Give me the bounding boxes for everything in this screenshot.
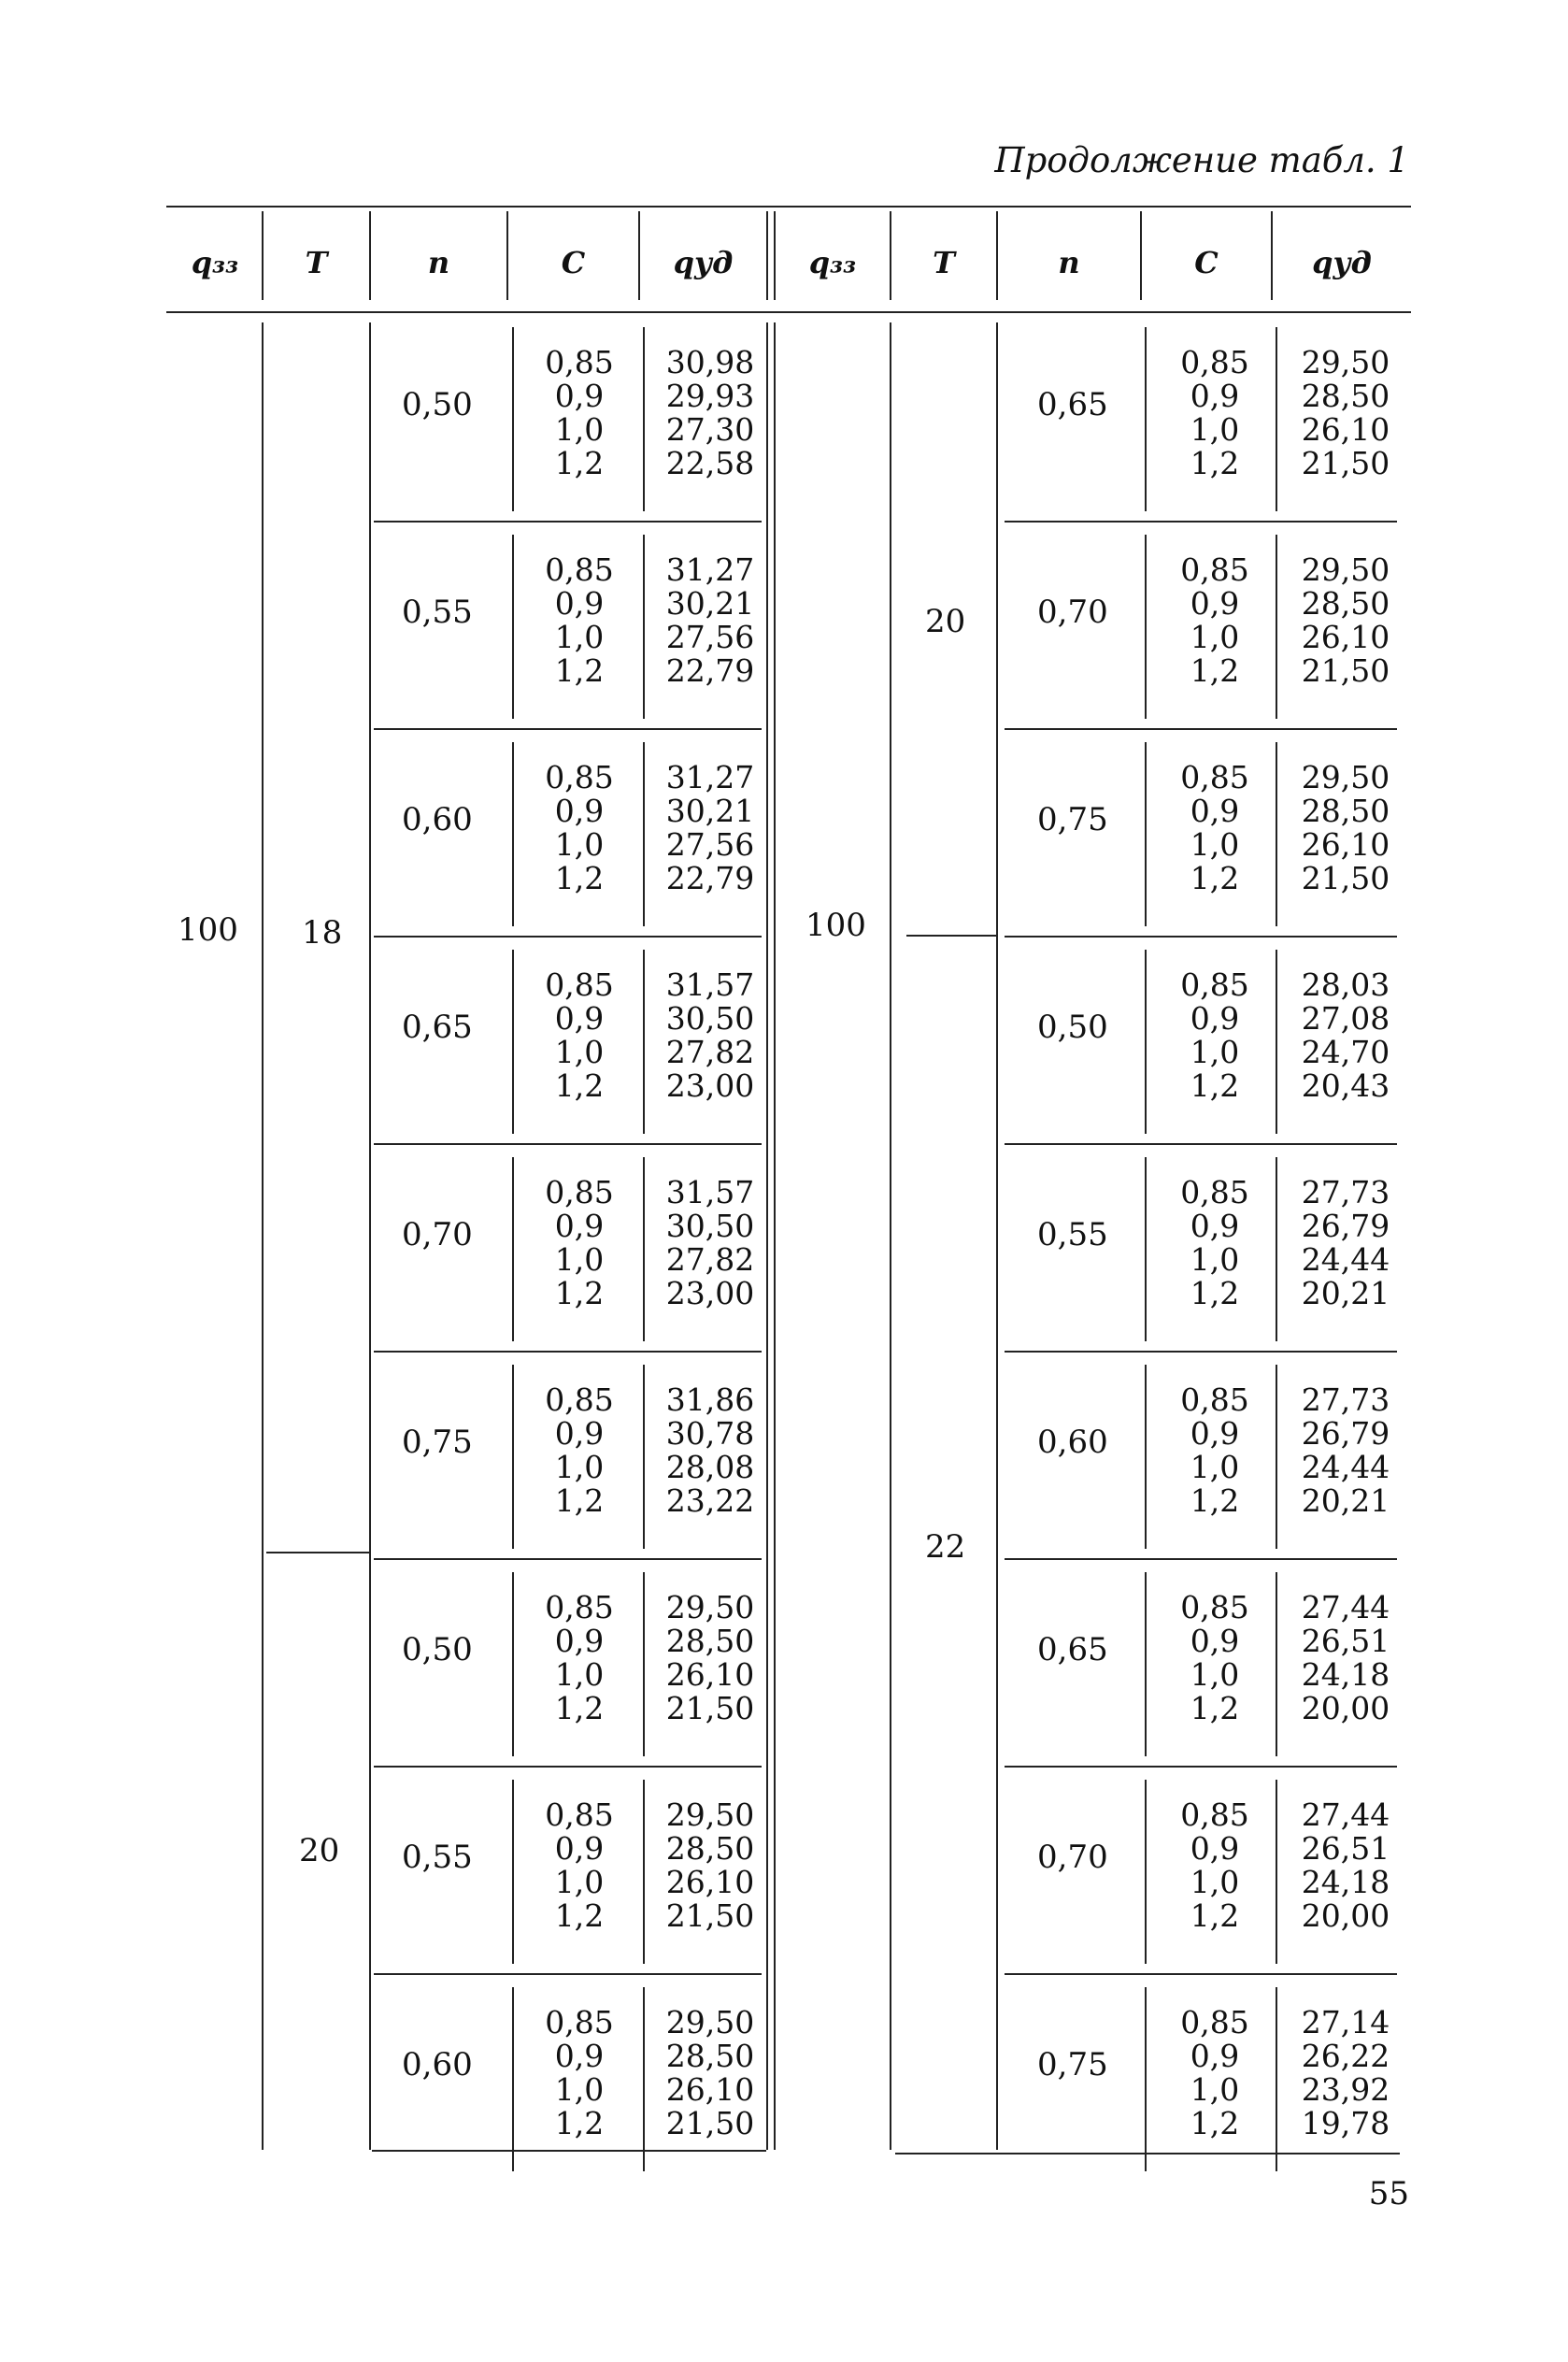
body-sep-double-a bbox=[766, 322, 768, 2150]
q-ud-value: 30,98 bbox=[665, 344, 755, 380]
c-value: 1,0 bbox=[554, 1449, 605, 1485]
row-divider bbox=[1005, 1766, 1397, 1768]
c-value: 1,2 bbox=[1190, 1067, 1240, 1104]
n-value: 0,60 bbox=[1037, 1424, 1108, 1461]
t-value-right-2: 22 bbox=[925, 1528, 966, 1566]
table-bottom-rule-right bbox=[895, 2153, 1400, 2154]
q-ud-value: 28,08 bbox=[665, 1449, 755, 1485]
header-n-right: n bbox=[1058, 245, 1080, 280]
c-value: 0,9 bbox=[554, 585, 605, 622]
n-value: 0,60 bbox=[402, 2046, 473, 2083]
c-value: 1,0 bbox=[1190, 2071, 1240, 2108]
header-q-left: q₃₃ bbox=[191, 245, 239, 280]
q-ud-value: 27,44 bbox=[1301, 1589, 1390, 1625]
row-divider bbox=[1005, 728, 1397, 730]
c-value: 1,0 bbox=[554, 1241, 605, 1278]
c-value: 0,9 bbox=[554, 378, 605, 414]
table-bottom-rule-left bbox=[372, 2150, 766, 2152]
n-value: 0,60 bbox=[402, 801, 473, 838]
body-sep-n-left bbox=[369, 322, 371, 2150]
row-divider bbox=[1005, 1351, 1397, 1353]
c-value: 0,85 bbox=[545, 1381, 614, 1418]
n-value: 0,65 bbox=[402, 1009, 473, 1046]
c-value: 0,9 bbox=[1190, 1415, 1240, 1452]
q-ud-value: 27,56 bbox=[665, 619, 755, 655]
c-value: 1,0 bbox=[1190, 1656, 1240, 1693]
body-sep-double-b bbox=[774, 322, 776, 2150]
c-value: 0,85 bbox=[545, 551, 614, 588]
c-value: 1,2 bbox=[1190, 445, 1240, 481]
q-ud-value: 26,79 bbox=[1301, 1415, 1390, 1452]
row-divider bbox=[1005, 936, 1397, 938]
q-ud-value: 20,21 bbox=[1301, 1482, 1390, 1519]
header-bottom-rule bbox=[166, 311, 1411, 313]
c-value: 0,85 bbox=[545, 759, 614, 795]
cell-separator bbox=[512, 327, 514, 511]
cell-separator bbox=[643, 1157, 645, 1341]
c-value: 1,0 bbox=[554, 619, 605, 655]
n-value: 0,65 bbox=[1037, 1631, 1108, 1668]
q-ud-value: 27,82 bbox=[665, 1241, 755, 1278]
c-value: 1,2 bbox=[554, 2105, 605, 2141]
body-sep-T-right bbox=[890, 322, 891, 2150]
row-divider bbox=[1005, 1143, 1397, 1145]
c-value: 1,0 bbox=[1190, 619, 1240, 655]
c-value: 0,9 bbox=[554, 2038, 605, 2074]
q-ud-value: 27,56 bbox=[665, 826, 755, 863]
q-ud-value: 30,21 bbox=[665, 793, 755, 829]
cell-separator bbox=[1276, 1780, 1277, 1964]
c-value: 0,9 bbox=[1190, 1830, 1240, 1867]
q-value-right: 100 bbox=[805, 907, 866, 944]
q-ud-value: 26,10 bbox=[1301, 411, 1390, 448]
cell-separator bbox=[643, 1780, 645, 1964]
cell-separator bbox=[512, 1572, 514, 1756]
c-value: 0,85 bbox=[1180, 1797, 1249, 1833]
q-ud-value: 27,73 bbox=[1301, 1174, 1390, 1210]
c-value: 1,2 bbox=[1190, 1897, 1240, 1934]
header-c-left: C bbox=[561, 245, 586, 280]
row-divider bbox=[374, 728, 762, 730]
cell-separator bbox=[1276, 1987, 1277, 2171]
n-value: 0,50 bbox=[402, 386, 473, 423]
cell-separator bbox=[512, 742, 514, 926]
c-value: 0,85 bbox=[1180, 344, 1249, 380]
c-value: 0,9 bbox=[1190, 585, 1240, 622]
q-ud-value: 29,93 bbox=[665, 378, 755, 414]
n-value: 0,70 bbox=[1037, 594, 1108, 631]
q-ud-value: 22,79 bbox=[665, 652, 755, 689]
q-ud-value: 20,00 bbox=[1301, 1690, 1390, 1726]
q-ud-value: 30,50 bbox=[665, 1000, 755, 1037]
q-ud-value: 28,50 bbox=[665, 1830, 755, 1867]
cell-separator bbox=[512, 1365, 514, 1549]
body-sep-T-left bbox=[262, 322, 264, 2150]
cell-separator bbox=[1145, 1780, 1147, 1964]
cell-separator bbox=[643, 327, 645, 511]
c-value: 1,2 bbox=[554, 1690, 605, 1726]
q-ud-value: 30,78 bbox=[665, 1415, 755, 1452]
q-ud-value: 27,44 bbox=[1301, 1797, 1390, 1833]
body-sep-n-right bbox=[996, 322, 998, 2150]
c-value: 1,0 bbox=[1190, 411, 1240, 448]
c-value: 1,0 bbox=[1190, 1449, 1240, 1485]
cell-separator bbox=[1145, 950, 1147, 1134]
row-divider bbox=[374, 1351, 762, 1353]
q-ud-value: 29,50 bbox=[1301, 759, 1390, 795]
q-ud-value: 26,10 bbox=[665, 2071, 755, 2108]
cell-separator bbox=[1145, 1572, 1147, 1756]
t-value-right-1: 20 bbox=[925, 603, 966, 640]
cell-separator bbox=[1145, 1365, 1147, 1549]
q-ud-value: 24,44 bbox=[1301, 1241, 1390, 1278]
cell-separator bbox=[1276, 1365, 1277, 1549]
q-ud-value: 26,51 bbox=[1301, 1623, 1390, 1659]
c-value: 0,9 bbox=[1190, 2038, 1240, 2074]
cell-separator bbox=[643, 1365, 645, 1549]
row-divider bbox=[374, 1558, 762, 1560]
q-ud-value: 23,00 bbox=[665, 1067, 755, 1104]
c-value: 1,0 bbox=[1190, 1864, 1240, 1900]
q-ud-value: 26,10 bbox=[665, 1864, 755, 1900]
q-ud-value: 31,57 bbox=[665, 1174, 755, 1210]
c-value: 1,0 bbox=[554, 1656, 605, 1693]
c-value: 1,0 bbox=[554, 826, 605, 863]
cell-separator bbox=[1276, 535, 1277, 719]
c-value: 1,2 bbox=[554, 1482, 605, 1519]
row-divider bbox=[374, 936, 762, 938]
row-divider bbox=[1005, 521, 1397, 523]
q-ud-value: 21,50 bbox=[665, 2105, 755, 2141]
cell-separator bbox=[1145, 535, 1147, 719]
header-n-left: n bbox=[427, 245, 450, 280]
cell-separator bbox=[1276, 1157, 1277, 1341]
q-ud-value: 20,21 bbox=[1301, 1275, 1390, 1311]
c-value: 1,0 bbox=[554, 1864, 605, 1900]
c-value: 0,85 bbox=[545, 2004, 614, 2040]
q-ud-value: 31,86 bbox=[665, 1381, 755, 1418]
cell-separator bbox=[643, 1987, 645, 2171]
t-value-left-1: 18 bbox=[302, 914, 343, 952]
header-sep bbox=[766, 211, 768, 300]
cell-separator bbox=[1276, 742, 1277, 926]
q-ud-value: 19,78 bbox=[1301, 2105, 1390, 2141]
t-group-divider-right bbox=[906, 935, 996, 937]
n-value: 0,50 bbox=[1037, 1009, 1108, 1046]
q-ud-value: 26,22 bbox=[1301, 2038, 1390, 2074]
row-divider bbox=[1005, 1558, 1397, 1560]
row-divider bbox=[374, 1973, 762, 1975]
c-value: 1,2 bbox=[554, 1067, 605, 1104]
c-value: 0,9 bbox=[554, 1623, 605, 1659]
q-ud-value: 24,18 bbox=[1301, 1656, 1390, 1693]
q-ud-value: 27,14 bbox=[1301, 2004, 1390, 2040]
q-ud-value: 28,50 bbox=[1301, 793, 1390, 829]
cell-separator bbox=[512, 1780, 514, 1964]
c-value: 0,9 bbox=[554, 1830, 605, 1867]
q-ud-value: 20,43 bbox=[1301, 1067, 1390, 1104]
q-ud-value: 26,10 bbox=[665, 1656, 755, 1693]
n-value: 0,70 bbox=[402, 1216, 473, 1253]
q-ud-value: 28,50 bbox=[665, 2038, 755, 2074]
q-ud-value: 30,21 bbox=[665, 585, 755, 622]
cell-separator bbox=[512, 535, 514, 719]
n-value: 0,75 bbox=[402, 1424, 473, 1461]
q-ud-value: 23,22 bbox=[665, 1482, 755, 1519]
q-ud-value: 30,50 bbox=[665, 1208, 755, 1244]
c-value: 1,2 bbox=[554, 652, 605, 689]
q-ud-value: 29,50 bbox=[1301, 551, 1390, 588]
cell-separator bbox=[643, 535, 645, 719]
c-value: 0,85 bbox=[545, 1174, 614, 1210]
c-value: 0,85 bbox=[545, 344, 614, 380]
row-divider bbox=[374, 1766, 762, 1768]
n-value: 0,55 bbox=[1037, 1216, 1108, 1253]
c-value: 0,85 bbox=[545, 1589, 614, 1625]
c-value: 1,2 bbox=[1190, 1482, 1240, 1519]
c-value: 0,85 bbox=[1180, 1589, 1249, 1625]
q-ud-value: 24,70 bbox=[1301, 1034, 1390, 1070]
q-ud-value: 29,50 bbox=[665, 1589, 755, 1625]
c-value: 0,9 bbox=[1190, 1000, 1240, 1037]
q-ud-value: 21,50 bbox=[1301, 445, 1390, 481]
c-value: 0,9 bbox=[1190, 793, 1240, 829]
q-ud-value: 21,50 bbox=[665, 1690, 755, 1726]
q-value-left: 100 bbox=[178, 911, 238, 949]
row-divider bbox=[1005, 1973, 1397, 1975]
q-ud-value: 23,00 bbox=[665, 1275, 755, 1311]
header-qud-left: qуд bbox=[673, 245, 734, 280]
cell-separator bbox=[512, 1987, 514, 2171]
c-value: 0,85 bbox=[545, 966, 614, 1003]
c-value: 1,2 bbox=[1190, 2105, 1240, 2141]
header-q-right: q₃₃ bbox=[808, 245, 857, 280]
q-ud-value: 31,57 bbox=[665, 966, 755, 1003]
q-ud-value: 22,79 bbox=[665, 860, 755, 896]
cell-separator bbox=[643, 1572, 645, 1756]
cell-separator bbox=[1276, 1572, 1277, 1756]
c-value: 1,2 bbox=[1190, 1690, 1240, 1726]
header-c-right: C bbox=[1194, 245, 1219, 280]
n-value: 0,75 bbox=[1037, 2046, 1108, 2083]
q-ud-value: 27,82 bbox=[665, 1034, 755, 1070]
cell-separator bbox=[1145, 1157, 1147, 1341]
q-ud-value: 20,00 bbox=[1301, 1897, 1390, 1934]
header-t-right: T bbox=[933, 245, 955, 280]
q-ud-value: 29,50 bbox=[665, 2004, 755, 2040]
q-ud-value: 24,44 bbox=[1301, 1449, 1390, 1485]
c-value: 1,2 bbox=[554, 1275, 605, 1311]
q-ud-value: 21,50 bbox=[1301, 652, 1390, 689]
q-ud-value: 27,08 bbox=[1301, 1000, 1390, 1037]
cell-separator bbox=[1276, 327, 1277, 511]
cell-separator bbox=[643, 742, 645, 926]
c-value: 1,0 bbox=[554, 2071, 605, 2108]
c-value: 0,85 bbox=[1180, 759, 1249, 795]
c-value: 1,0 bbox=[554, 411, 605, 448]
n-value: 0,50 bbox=[402, 1631, 473, 1668]
n-value: 0,65 bbox=[1037, 386, 1108, 423]
q-ud-value: 31,27 bbox=[665, 551, 755, 588]
page-number: 55 bbox=[1368, 2175, 1409, 2212]
cell-separator bbox=[1145, 327, 1147, 511]
table-top-rule bbox=[166, 206, 1411, 208]
q-ud-value: 28,50 bbox=[665, 1623, 755, 1659]
row-divider bbox=[374, 1143, 762, 1145]
q-ud-value: 28,03 bbox=[1301, 966, 1390, 1003]
q-ud-value: 29,50 bbox=[1301, 344, 1390, 380]
cell-separator bbox=[512, 950, 514, 1134]
q-ud-value: 28,50 bbox=[1301, 585, 1390, 622]
q-ud-value: 31,27 bbox=[665, 759, 755, 795]
t-value-left-2: 20 bbox=[299, 1832, 340, 1869]
c-value: 0,85 bbox=[1180, 551, 1249, 588]
c-value: 0,85 bbox=[1180, 1174, 1249, 1210]
t-group-divider-left bbox=[266, 1552, 369, 1553]
c-value: 0,9 bbox=[554, 793, 605, 829]
c-value: 0,9 bbox=[1190, 378, 1240, 414]
c-value: 0,85 bbox=[545, 1797, 614, 1833]
q-ud-value: 26,10 bbox=[1301, 619, 1390, 655]
q-ud-value: 23,92 bbox=[1301, 2071, 1390, 2108]
c-value: 1,0 bbox=[1190, 826, 1240, 863]
q-ud-value: 27,30 bbox=[665, 411, 755, 448]
c-value: 1,2 bbox=[554, 445, 605, 481]
c-value: 0,9 bbox=[554, 1208, 605, 1244]
c-value: 0,9 bbox=[554, 1415, 605, 1452]
c-value: 0,9 bbox=[554, 1000, 605, 1037]
q-ud-value: 29,50 bbox=[665, 1797, 755, 1833]
c-value: 1,2 bbox=[1190, 652, 1240, 689]
c-value: 1,2 bbox=[554, 860, 605, 896]
c-value: 1,2 bbox=[1190, 1275, 1240, 1311]
q-ud-value: 26,10 bbox=[1301, 826, 1390, 863]
q-ud-value: 28,50 bbox=[1301, 378, 1390, 414]
n-value: 0,70 bbox=[1037, 1839, 1108, 1876]
header-qud-right: qуд bbox=[1312, 245, 1372, 280]
cell-separator bbox=[643, 950, 645, 1134]
q-ud-value: 26,79 bbox=[1301, 1208, 1390, 1244]
q-ud-value: 26,51 bbox=[1301, 1830, 1390, 1867]
q-ud-value: 21,50 bbox=[1301, 860, 1390, 896]
cell-separator bbox=[1145, 742, 1147, 926]
header-t-left: T bbox=[305, 245, 328, 280]
q-ud-value: 27,73 bbox=[1301, 1381, 1390, 1418]
cell-separator bbox=[1145, 1987, 1147, 2171]
c-value: 1,0 bbox=[554, 1034, 605, 1070]
n-value: 0,75 bbox=[1037, 801, 1108, 838]
c-value: 1,0 bbox=[1190, 1241, 1240, 1278]
c-value: 0,85 bbox=[1180, 2004, 1249, 2040]
q-ud-value: 21,50 bbox=[665, 1897, 755, 1934]
c-value: 1,2 bbox=[1190, 860, 1240, 896]
c-value: 0,85 bbox=[1180, 1381, 1249, 1418]
cell-separator bbox=[512, 1157, 514, 1341]
n-value: 0,55 bbox=[402, 1839, 473, 1876]
c-value: 0,85 bbox=[1180, 966, 1249, 1003]
q-ud-value: 24,18 bbox=[1301, 1864, 1390, 1900]
row-divider bbox=[374, 521, 762, 523]
table-caption: Продолжение табл. 1 bbox=[994, 140, 1409, 180]
c-value: 0,9 bbox=[1190, 1208, 1240, 1244]
q-ud-value: 22,58 bbox=[665, 445, 755, 481]
c-value: 0,9 bbox=[1190, 1623, 1240, 1659]
c-value: 1,0 bbox=[1190, 1034, 1240, 1070]
c-value: 1,2 bbox=[554, 1897, 605, 1934]
cell-separator bbox=[1276, 950, 1277, 1134]
n-value: 0,55 bbox=[402, 594, 473, 631]
